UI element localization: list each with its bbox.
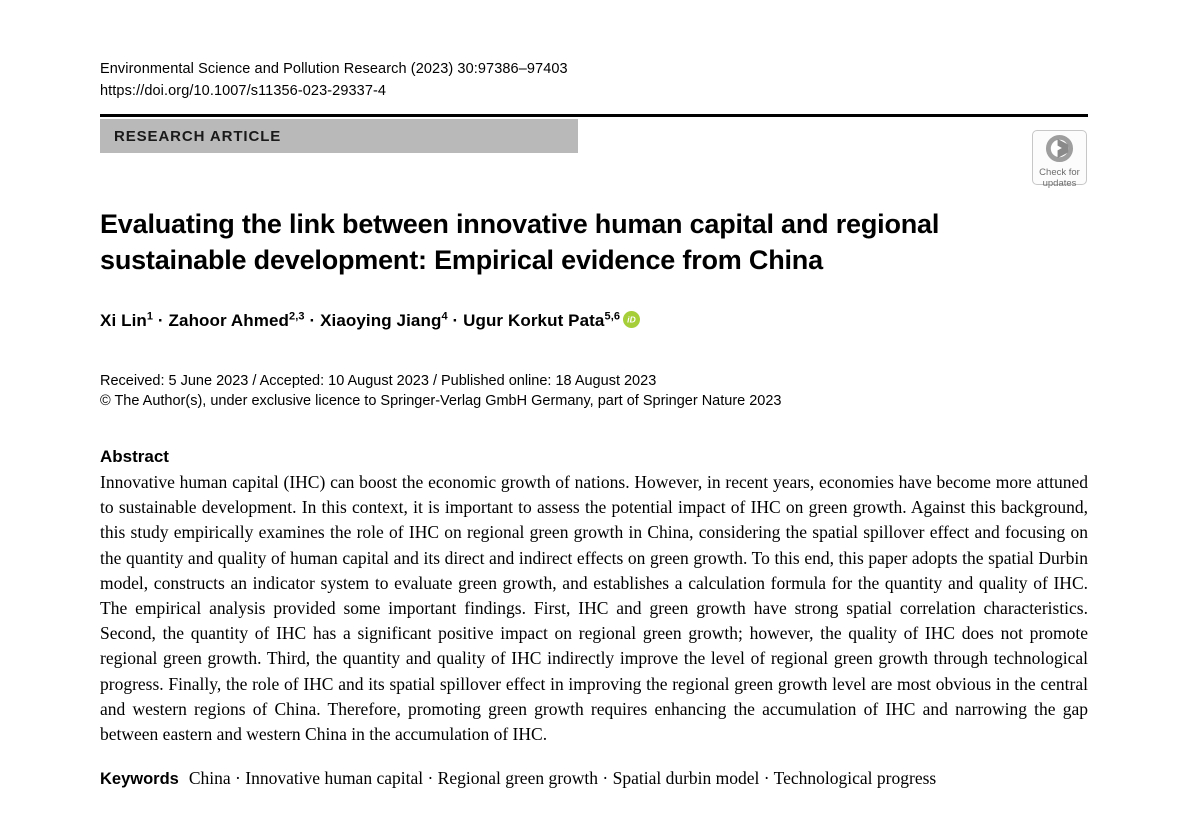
keywords-section <box>100 768 1088 789</box>
author-affiliation-sup: 4 <box>441 310 448 323</box>
abstract-text: Innovative human capital (IHC) can boost the economic growth of nations. However, in recent years, economies have become more attuned to sustainable development. In this context, it is important to assess the potential impact of IHC on green growth. Against this background, this study empirically examines the role of IHC on regional green growth in China, considering the spatial spillover effect and focusing on the quantity and quality of human capital and its direct and indirect effects on green growth. To this end, this paper adopts the spatial Durbin model, constructs an indicator system to evaluate green growth, and establishes a calculation formula for the quantity and quality of IHC. The empirical analysis provided some important findings. First, IHC and green growth have strong spatial correlation characteristics. Second, the quantity of IHC has a significant positive impact on regional green growth; however, the quality of IHC does not promote regional green growth. Third, the quantity and quality of IHC indirectly improve the level of regional green growth through technological progress. Finally, the role of IHC and its spatial spillover effect in improving the regional green growth level are most obvious in the central and western regions of China. Therefore, promoting green growth requires enhancing the accumulation of IHC and narrowing the gap between eastern and western China in the accumulation of IHC. <box>100 472 1088 745</box>
author-line <box>100 311 1088 333</box>
keyword-list: China · Innovative human capital · Regional green growth · Spatial durbin model · Technological progress <box>188 768 937 789</box>
journal-citation: Environmental Science and Pollution Research (2023) 30:97386–97403 <box>100 61 568 77</box>
copyright-line: © The Author(s), under exclusive licence to Springer-Verlag GmbH Germany, part of Springer Nature 2023 <box>100 393 782 409</box>
article-type-label: RESEARCH ARTICLE <box>114 127 282 145</box>
article-title: Evaluating the link between innovative human capital and regional sustainable development: Empirical evidence from China <box>100 209 940 275</box>
author-name: Zahoor Ahmed <box>168 311 290 330</box>
keywords-heading: Keywords <box>100 770 179 789</box>
author-affiliation-sup: 5,6 <box>604 310 621 323</box>
crossmark-icon <box>1045 134 1074 168</box>
svg-text:iD: iD <box>627 314 636 325</box>
article-type-banner <box>100 119 578 153</box>
author-affiliation-sup: 2,3 <box>289 310 305 323</box>
author-name: Ugur Korkut Pata <box>463 311 605 330</box>
journal-header <box>100 58 1088 102</box>
author-separator: · <box>447 311 464 330</box>
author-affiliation-sup: 1 <box>146 310 154 323</box>
author-name: Xiaoying Jiang <box>320 311 442 330</box>
orcid-icon[interactable] <box>623 311 640 333</box>
header-rule <box>100 114 1088 153</box>
author-separator: · <box>304 311 321 330</box>
check-badge-label: Check for updates <box>1039 167 1080 189</box>
author-name: Xi Lin <box>100 311 147 330</box>
author-separator: · <box>153 311 169 330</box>
dates-line: Received: 5 June 2023 / Accepted: 10 August 2023 / Published online: 18 August 2023 <box>100 373 657 389</box>
check-for-updates-badge[interactable] <box>1032 130 1087 189</box>
publication-info <box>100 371 1088 411</box>
abstract-heading: Abstract <box>100 447 169 466</box>
doi-link[interactable]: https://doi.org/10.1007/s11356-023-29337-4 <box>100 83 387 99</box>
